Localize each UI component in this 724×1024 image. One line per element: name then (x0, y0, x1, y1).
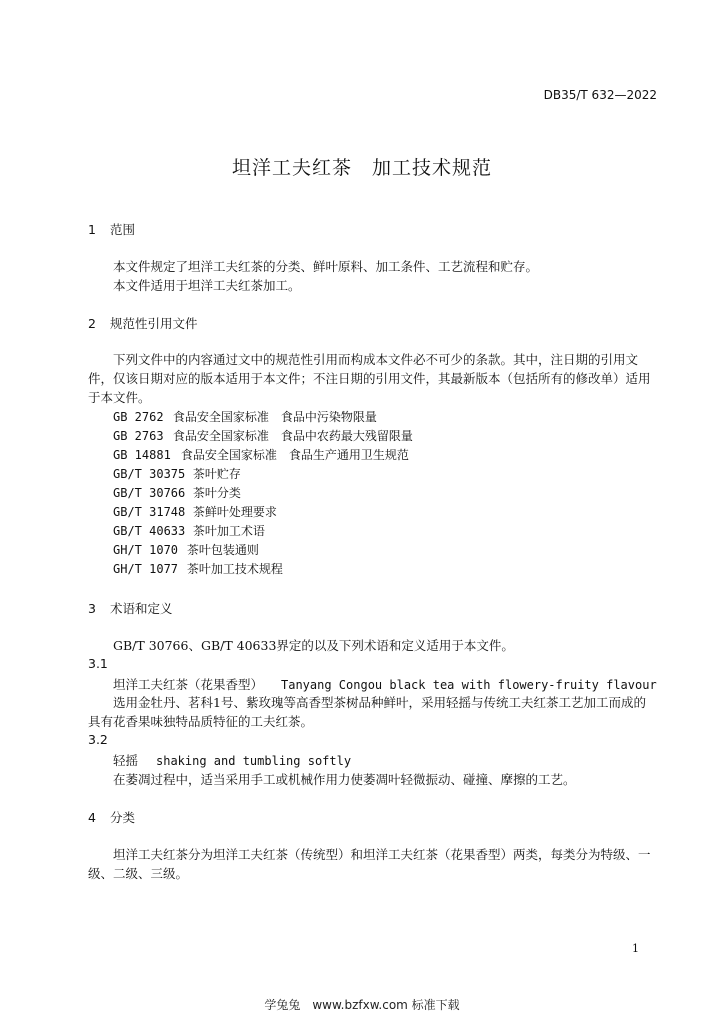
term-number: 3.2 (88, 732, 108, 747)
term-heading (113, 751, 351, 769)
section-title: 范围 (109, 222, 135, 237)
reference-code: GB 14881 (113, 448, 171, 462)
reference-title: 食品安全国家标准 食品生产通用卫生规范 (180, 448, 409, 462)
reference-item (113, 465, 241, 482)
reference-item (113, 541, 259, 558)
section-2-heading (88, 314, 198, 332)
paragraph: 坦洋工夫红茶分为坦洋工夫红茶（传统型）和坦洋工夫红茶（花果香型）两类，每类分为特级、一级、二级、三级。 (88, 847, 651, 881)
reference-code: GB/T 30766 (113, 486, 186, 500)
reference-item (113, 522, 265, 539)
paragraph: 下列文件中的内容通过文中的规范性引用而构成本文件必不可少的条款。其中，注日期的引用文件，仅该日期对应的版本适用于本文件；不注日期的引用文件，其最新版本（包括所有的修改单）适用于本文件。 (88, 352, 651, 405)
page-number: 1 (632, 942, 639, 955)
term-chinese: 轻摇 (113, 753, 139, 768)
reference-code: GB 2762 (113, 410, 164, 424)
document-number: DB35/T 632—2022 (543, 88, 657, 102)
section-3-heading (88, 599, 173, 617)
section-title: 分类 (109, 810, 135, 825)
reference-title: 食品安全国家标准 食品中农药最大残留限量 (172, 429, 413, 443)
term-definition: 选用金牡丹、茗科1号、紫玫瑰等高香型茶树品种鲜叶，采用轻摇与传统工夫红茶工艺加工而成的具有花香果味独特品质特征的工夫红茶。 (88, 695, 646, 729)
reference-code: GH/T 1077 (113, 562, 179, 576)
section-number: 3 (88, 601, 96, 616)
paragraph: GB/T 30766、GB/T 40633界定的以及下列术语和定义适用于本文件。 (113, 638, 514, 653)
reference-title: 茶叶分类 (192, 486, 241, 500)
reference-item (113, 484, 241, 501)
term-heading (113, 675, 657, 693)
section-number: 4 (88, 810, 96, 825)
paragraph: 本文件规定了坦洋工夫红茶的分类、鲜叶原料、加工条件、工艺流程和贮存。 (113, 259, 539, 274)
reference-item (113, 560, 283, 577)
reference-title: 食品安全国家标准 食品中污染物限量 (172, 410, 377, 424)
section-number: 1 (88, 222, 96, 237)
reference-code: GB/T 30375 (113, 467, 186, 481)
term-chinese: 坦洋工夫红茶（花果香型） (113, 677, 264, 692)
reference-item (113, 427, 413, 444)
reference-title: 茶叶加工术语 (192, 524, 265, 538)
reference-code: GH/T 1070 (113, 543, 179, 557)
reference-title: 茶叶加工技术规程 (186, 562, 283, 576)
reference-item (113, 408, 377, 425)
section-4-heading (88, 808, 135, 826)
section-number: 2 (88, 316, 96, 331)
reference-title: 茶叶包装通则 (186, 543, 259, 557)
footer-watermark[interactable]: 学兔兔 www.bzfxw.com 标准下载 (264, 998, 460, 1012)
reference-item (113, 503, 277, 520)
reference-code: GB 2763 (113, 429, 164, 443)
section-title: 规范性引用文件 (109, 316, 198, 331)
paragraph: 本文件适用于坦洋工夫红茶加工。 (113, 278, 301, 293)
term-definition: 在萎凋过程中，适当采用手工或机械作用力使萎凋叶轻微振动、碰撞、摩擦的工艺。 (113, 772, 576, 787)
reference-code: GB/T 40633 (113, 524, 186, 538)
reference-title: 茶鲜叶处理要求 (192, 505, 277, 519)
term-english: Tanyang Congou black tea with flowery-fruity flavour (281, 678, 657, 692)
document-title: 坦洋工夫红茶 加工技术规范 (231, 157, 492, 179)
reference-item (113, 446, 409, 463)
term-number: 3.1 (88, 656, 108, 671)
reference-title: 茶叶贮存 (192, 467, 241, 481)
section-title: 术语和定义 (109, 601, 173, 616)
term-english: shaking and tumbling softly (156, 754, 352, 768)
section-1-heading (88, 220, 135, 238)
reference-code: GB/T 31748 (113, 505, 186, 519)
